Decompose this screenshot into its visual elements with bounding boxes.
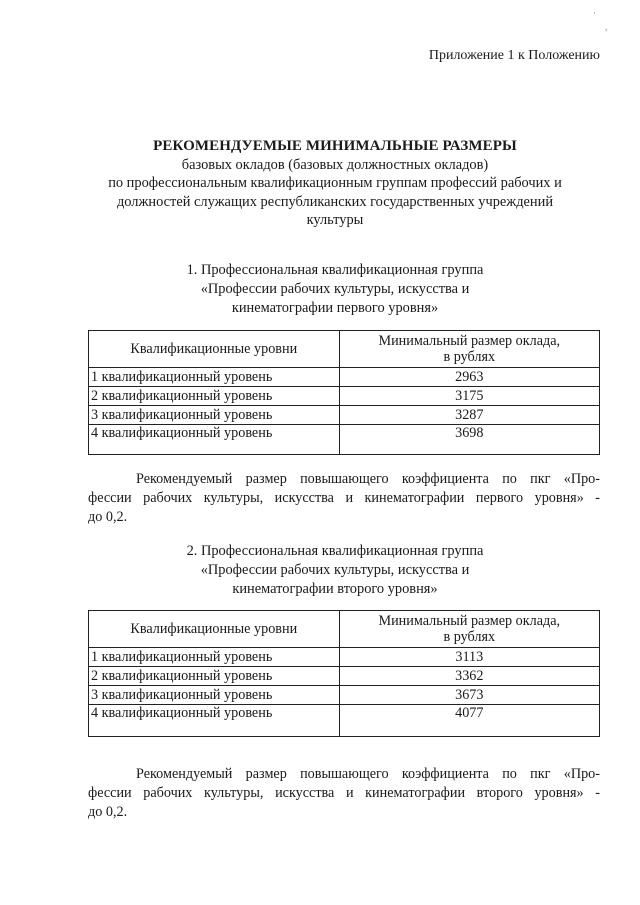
amount-cell: 3175 bbox=[339, 387, 599, 406]
level-cell: 4 квалификационный уровень bbox=[89, 705, 340, 737]
group-1-heading bbox=[110, 261, 560, 318]
appendix-label: Приложение 1 к Положению bbox=[428, 48, 600, 63]
table-row bbox=[89, 667, 600, 686]
note-line: фессии рабочих культуры, искусства и кинематографии первого уровня» - bbox=[88, 490, 600, 506]
amount-cell: 3113 bbox=[339, 648, 599, 667]
group-heading-line: «Профессии рабочих культуры, искусства и bbox=[200, 281, 470, 297]
note-line: фессии рабочих культуры, искусства и кинематографии второго уровня» - bbox=[88, 785, 600, 801]
title-line: культуры bbox=[306, 212, 364, 228]
title-main: РЕКОМЕНДУЕМЫЕ МИНИМАЛЬНЫЕ РАЗМЕРЫ bbox=[153, 138, 517, 154]
level-cell: 3 квалификационный уровень bbox=[89, 686, 340, 705]
amount-cell: 2963 bbox=[339, 368, 599, 387]
group-heading-line: 2. Профессиональная квалификационная группа bbox=[186, 543, 484, 559]
amount-cell: 3362 bbox=[339, 667, 599, 686]
group-heading-line: 1. Профессиональная квалификационная группа bbox=[186, 262, 484, 278]
level-cell: 3 квалификационный уровень bbox=[89, 406, 340, 425]
group-2-heading bbox=[110, 542, 560, 599]
note-line: до 0,2. bbox=[88, 804, 128, 820]
table-row bbox=[89, 368, 600, 387]
scan-speck: , bbox=[605, 22, 608, 32]
table-header-row bbox=[89, 611, 600, 648]
amount-cell: 3287 bbox=[339, 406, 599, 425]
title-line: базовых окладов (базовых должностных окладов) bbox=[181, 156, 489, 173]
header-salary: Минимальный размер оклада, в рублях bbox=[339, 611, 599, 648]
header-levels: Квалификационные уровни bbox=[89, 331, 340, 368]
group-1-table bbox=[88, 330, 600, 455]
amount-cell: 4077 bbox=[339, 705, 599, 737]
header-levels: Квалификационные уровни bbox=[89, 611, 340, 648]
group-2-note bbox=[88, 765, 600, 822]
group-heading-line: «Профессии рабочих культуры, искусства и bbox=[200, 562, 470, 578]
level-cell: 1 квалификационный уровень bbox=[89, 648, 340, 667]
note-line: Рекомендуемый размер повышающего коэффициента по пкг «Про- bbox=[136, 766, 600, 782]
amount-cell: 3698 bbox=[339, 425, 599, 455]
group-heading-line: кинематографии первого уровня» bbox=[231, 300, 439, 316]
level-cell: 2 квалификационный уровень bbox=[89, 387, 340, 406]
document-title bbox=[80, 137, 590, 230]
group-2-table bbox=[88, 610, 600, 737]
header-salary: Минимальный размер оклада, в рублях bbox=[339, 331, 599, 368]
level-cell: 1 квалификационный уровень bbox=[89, 368, 340, 387]
table-row bbox=[89, 406, 600, 425]
amount-cell: 3673 bbox=[339, 686, 599, 705]
table-row bbox=[89, 686, 600, 705]
table-row bbox=[89, 705, 600, 737]
table-header-row bbox=[89, 331, 600, 368]
table-row bbox=[89, 648, 600, 667]
scan-speck: · bbox=[593, 8, 596, 18]
level-cell: 2 квалификационный уровень bbox=[89, 667, 340, 686]
note-line: Рекомендуемый размер повышающего коэффициента по пкг «Про- bbox=[136, 471, 600, 487]
title-line: по профессиональным квалификационным группам профессий рабочих и bbox=[108, 175, 562, 191]
note-line: до 0,2. bbox=[88, 509, 128, 525]
table-row bbox=[89, 387, 600, 406]
table-row bbox=[89, 425, 600, 455]
level-cell: 4 квалификационный уровень bbox=[89, 425, 340, 455]
title-line: должностей служащих республиканских государственных учреждений bbox=[116, 193, 554, 210]
group-1-note bbox=[88, 470, 600, 527]
group-heading-line: кинематографии второго уровня» bbox=[232, 581, 438, 597]
